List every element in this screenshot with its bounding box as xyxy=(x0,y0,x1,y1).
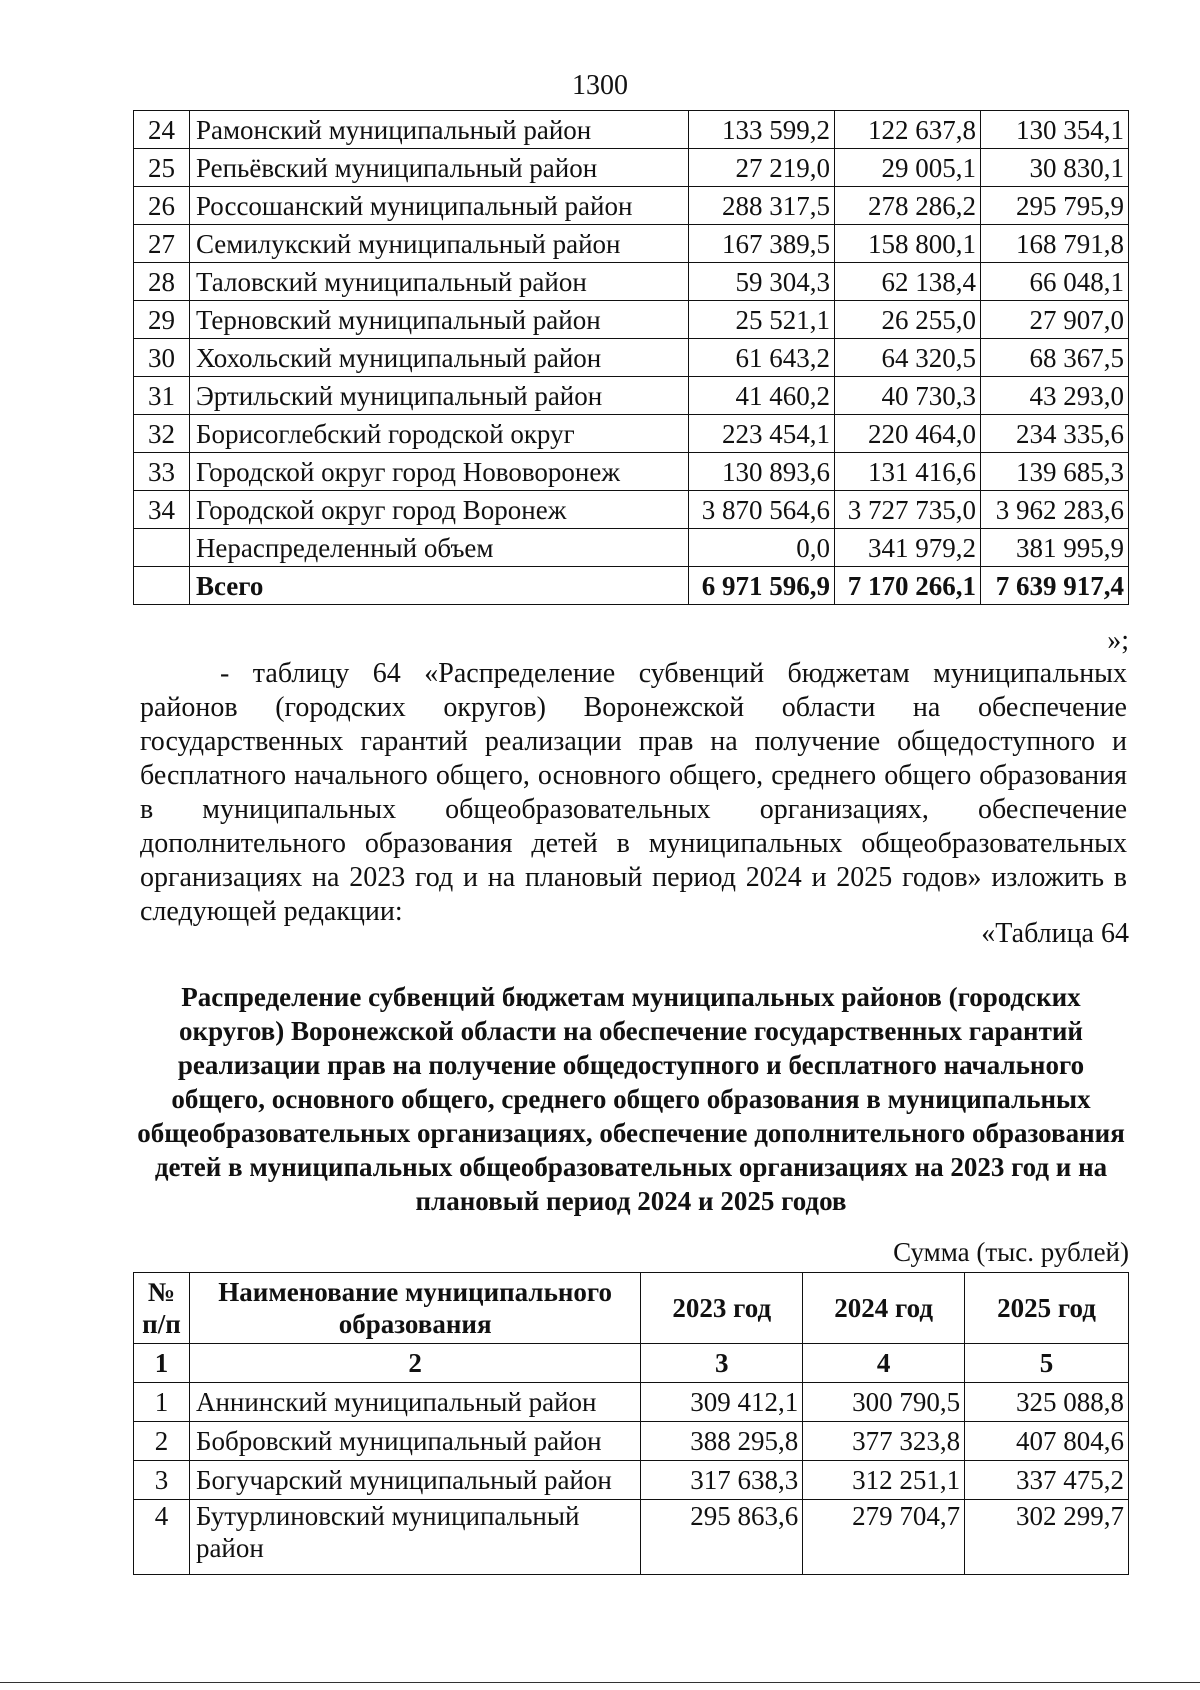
column-index: 4 xyxy=(803,1344,965,1383)
municipality-name: Борисоглебский городской округ xyxy=(189,415,688,453)
value-2023: 61 643,2 xyxy=(689,339,835,377)
value-2025: 43 293,0 xyxy=(981,377,1129,415)
table-row xyxy=(134,415,1129,453)
municipality-name: Эртильский муниципальный район xyxy=(189,377,688,415)
row-number xyxy=(134,529,190,567)
row-number: 28 xyxy=(134,263,190,301)
row-number: 25 xyxy=(134,149,190,187)
table-row xyxy=(134,225,1129,263)
row-number: 24 xyxy=(134,111,190,149)
value-2023: 130 893,6 xyxy=(689,453,835,491)
table-64 xyxy=(133,1272,1129,1575)
value-2023: 288 317,5 xyxy=(689,187,835,225)
value-2025: 68 367,5 xyxy=(981,339,1129,377)
table-label: «Таблица 64 xyxy=(981,918,1129,949)
row-number: 30 xyxy=(134,339,190,377)
value-2023: 317 638,3 xyxy=(641,1461,803,1500)
table-row xyxy=(134,529,1129,567)
municipality-name: Семилукский муниципальный район xyxy=(189,225,688,263)
municipality-name: Аннинский муниципальный район xyxy=(189,1383,640,1422)
table-title: Распределение субвенций бюджетам муниципальных районов (городских округов) Воронежской области на обеспечение государственных гарантий реализации прав на получение общедоступного и бесплатного начального общего, основного общего, среднего общего образования в муниципальных общеобразовательных организациях, обеспечение дополнительного образования детей в муниципальных общеобразовательных организациях на 2023 год и на плановый период 2024 и 2025 годов xyxy=(137,982,1125,1216)
value-2023: 41 460,2 xyxy=(689,377,835,415)
row-number: 27 xyxy=(134,225,190,263)
column-index-row xyxy=(134,1344,1129,1383)
header-2025: 2025 год xyxy=(965,1273,1129,1344)
value-2025: 130 354,1 xyxy=(981,111,1129,149)
municipality-name: Бутурлиновский муниципальный район xyxy=(189,1500,640,1575)
row-number: 4 xyxy=(134,1500,190,1575)
table-row xyxy=(134,1500,1129,1575)
value-2023: 59 304,3 xyxy=(689,263,835,301)
table-row xyxy=(134,1461,1129,1500)
value-2024: 279 704,7 xyxy=(803,1500,965,1575)
value-2025: 66 048,1 xyxy=(981,263,1129,301)
header-2023: 2023 год xyxy=(641,1273,803,1344)
value-2023: 27 219,0 xyxy=(689,149,835,187)
value-2023: 167 389,5 xyxy=(689,225,835,263)
value-2024: 122 637,8 xyxy=(835,111,981,149)
value-2024: 64 320,5 xyxy=(835,339,981,377)
footer-rule xyxy=(0,1682,1200,1683)
table-continuation-body xyxy=(134,111,1129,605)
municipality-name: Терновский муниципальный район xyxy=(189,301,688,339)
row-number xyxy=(134,567,190,605)
municipality-name: Таловский муниципальный район xyxy=(189,263,688,301)
table-64-body xyxy=(134,1383,1129,1575)
value-2024: 131 416,6 xyxy=(835,453,981,491)
value-2024: 312 251,1 xyxy=(803,1461,965,1500)
value-2025: 234 335,6 xyxy=(981,415,1129,453)
amendment-paragraph: - таблицу 64 «Распределение субвенций бюджетам муниципальных районов (городских округов) Воронежской области на обеспечение государственных гарантий реализации прав на получение общедоступного и бесплатного начального общего, основного общего, среднего общего образования в муниципальных общеобразовательных организациях, обеспечение дополнительного образования детей в муниципальных общеобразовательных организациях на 2023 год и на плановый период 2024 и 2025 годов» изложить в следующей редакции: xyxy=(140,658,1127,927)
header-2024: 2024 год xyxy=(803,1273,965,1344)
column-index: 5 xyxy=(965,1344,1129,1383)
row-number: 26 xyxy=(134,187,190,225)
value-2024: 278 286,2 xyxy=(835,187,981,225)
municipality-name: Городской округ город Нововоронеж xyxy=(189,453,688,491)
column-index: 1 xyxy=(134,1344,190,1383)
value-2024: 300 790,5 xyxy=(803,1383,965,1422)
value-2025: 27 907,0 xyxy=(981,301,1129,339)
total-2023: 6 971 596,9 xyxy=(689,567,835,605)
value-2023: 309 412,1 xyxy=(641,1383,803,1422)
value-2024: 158 800,1 xyxy=(835,225,981,263)
value-2023: 133 599,2 xyxy=(689,111,835,149)
row-number: 1 xyxy=(134,1383,190,1422)
value-2025: 139 685,3 xyxy=(981,453,1129,491)
total-label: Всего xyxy=(189,567,688,605)
total-2025: 7 639 917,4 xyxy=(981,567,1129,605)
total-2024: 7 170 266,1 xyxy=(835,567,981,605)
value-2025: 381 995,9 xyxy=(981,529,1129,567)
table-row xyxy=(134,301,1129,339)
value-2025: 168 791,8 xyxy=(981,225,1129,263)
row-number: 29 xyxy=(134,301,190,339)
sum-unit-note: Сумма (тыс. рублей) xyxy=(893,1237,1129,1267)
page-number: 1300 xyxy=(572,70,628,101)
value-2024: 220 464,0 xyxy=(835,415,981,453)
table-row xyxy=(134,187,1129,225)
value-2023: 25 521,1 xyxy=(689,301,835,339)
value-2023: 388 295,8 xyxy=(641,1422,803,1461)
closing-quote: »; xyxy=(1107,625,1129,656)
value-2025: 337 475,2 xyxy=(965,1461,1129,1500)
table-row xyxy=(134,453,1129,491)
table-row xyxy=(134,263,1129,301)
value-2025: 407 804,6 xyxy=(965,1422,1129,1461)
total-row xyxy=(134,567,1129,605)
header-num: № п/п xyxy=(134,1273,190,1344)
value-2024: 62 138,4 xyxy=(835,263,981,301)
value-2025: 30 830,1 xyxy=(981,149,1129,187)
value-2025: 295 795,9 xyxy=(981,187,1129,225)
value-2023: 3 870 564,6 xyxy=(689,491,835,529)
value-2025: 325 088,8 xyxy=(965,1383,1129,1422)
municipality-name: Хохольский муниципальный район xyxy=(189,339,688,377)
row-number: 2 xyxy=(134,1422,190,1461)
row-number: 33 xyxy=(134,453,190,491)
municipality-name: Богучарский муниципальный район xyxy=(189,1461,640,1500)
table-row xyxy=(134,1422,1129,1461)
value-2024: 26 255,0 xyxy=(835,301,981,339)
municipality-name: Нераспределенный объем xyxy=(189,529,688,567)
value-2023: 295 863,6 xyxy=(641,1500,803,1575)
table-row xyxy=(134,491,1129,529)
value-2024: 341 979,2 xyxy=(835,529,981,567)
table-row xyxy=(134,339,1129,377)
table-row xyxy=(134,377,1129,415)
row-number: 3 xyxy=(134,1461,190,1500)
municipality-name: Бобровский муниципальный район xyxy=(189,1422,640,1461)
value-2025: 302 299,7 xyxy=(965,1500,1129,1575)
row-number: 31 xyxy=(134,377,190,415)
value-2024: 3 727 735,0 xyxy=(835,491,981,529)
municipality-name: Россошанский муниципальный район xyxy=(189,187,688,225)
row-number: 32 xyxy=(134,415,190,453)
column-index: 2 xyxy=(189,1344,640,1383)
table-row xyxy=(134,1383,1129,1422)
municipality-name: Городской округ город Воронеж xyxy=(189,491,688,529)
municipality-name: Репьёвский муниципальный район xyxy=(189,149,688,187)
value-2024: 377 323,8 xyxy=(803,1422,965,1461)
table-header-row xyxy=(134,1273,1129,1344)
table-continuation xyxy=(133,110,1129,605)
municipality-name: Рамонский муниципальный район xyxy=(189,111,688,149)
row-number: 34 xyxy=(134,491,190,529)
column-index: 3 xyxy=(641,1344,803,1383)
value-2025: 3 962 283,6 xyxy=(981,491,1129,529)
header-name: Наименование муниципального образования xyxy=(189,1273,640,1344)
table-row xyxy=(134,149,1129,187)
value-2024: 29 005,1 xyxy=(835,149,981,187)
table-row xyxy=(134,111,1129,149)
value-2024: 40 730,3 xyxy=(835,377,981,415)
value-2023: 0,0 xyxy=(689,529,835,567)
value-2023: 223 454,1 xyxy=(689,415,835,453)
